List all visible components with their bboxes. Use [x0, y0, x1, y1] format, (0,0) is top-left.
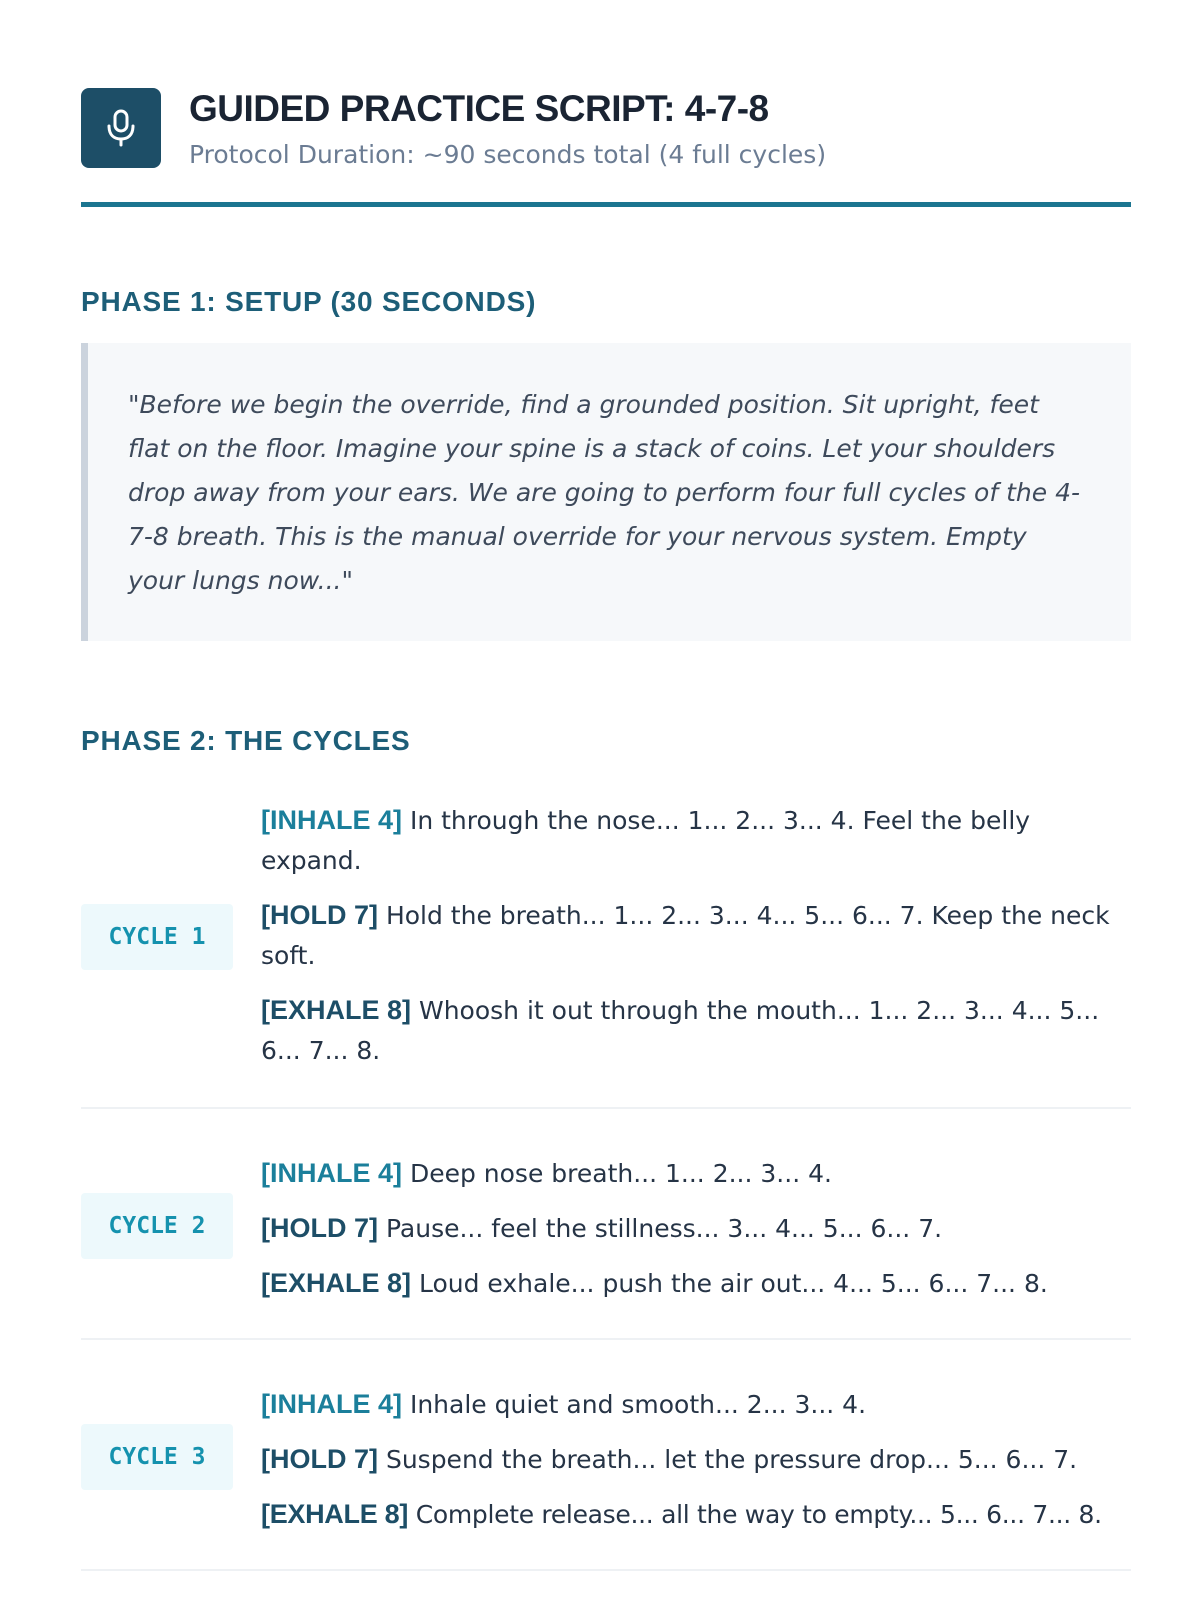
inhale-tag: [INHALE 4] [261, 1158, 402, 1188]
hold-text: Hold the breath... 1... 2... 3... 4... 5... 6... 7. Keep the neck soft. [261, 901, 1110, 970]
phase-1-heading: PHASE 1: SETUP (30 SECONDS) [81, 286, 537, 317]
page-title: GUIDED PRACTICE SCRIPT: 4-7-8 [189, 88, 769, 129]
cycle-1 [81, 800, 1131, 1080]
cycle-3 [81, 1384, 1131, 1544]
exhale-text: Loud exhale... push the air out... 4... 5... 6... 7... 8. [418, 1269, 1048, 1298]
inhale-step [261, 1153, 1121, 1194]
inhale-text: Deep nose breath... 1... 2... 3... 4. [409, 1159, 832, 1188]
exhale-text: Complete release... all the way to empty... 5... 6... 7... 8. [415, 1500, 1102, 1529]
cycle-divider [81, 1107, 1131, 1109]
cycle-steps [261, 1384, 1141, 1549]
exhale-step [261, 1263, 1121, 1304]
setup-quote-box [81, 343, 1131, 641]
inhale-tag: [INHALE 4] [261, 1389, 402, 1419]
hold-tag: [HOLD 7] [261, 1444, 378, 1474]
inhale-tag: [INHALE 4] [261, 805, 402, 835]
exhale-tag: [EXHALE 8] [261, 1499, 409, 1529]
page-header [81, 88, 1131, 208]
cycle-badge: CYCLE 3 [81, 1424, 233, 1490]
inhale-step [261, 1384, 1141, 1425]
cycle-badge: CYCLE 2 [81, 1193, 233, 1259]
hold-text: Pause... feel the stillness... 3... 4... 5... 6... 7. [385, 1214, 943, 1243]
inhale-step [261, 800, 1121, 881]
setup-quote-text: "Before we begin the override, find a grounded position. Sit upright, feet flat on the floor. Imagine your spine is a stack of coins. Let your shoulders drop away from your ears. We are going to perform four full cycles of the 4-7-8 breath. This is the manual override for your nervous system. Empty your lungs now..." [128, 390, 1080, 595]
hold-text: Suspend the breath... let the pressure drop... 5... 6... 7. [385, 1445, 1078, 1474]
cycle-divider [81, 1338, 1131, 1340]
cycle-steps [261, 1153, 1121, 1318]
exhale-step [261, 1494, 1141, 1535]
inhale-text: Inhale quiet and smooth... 2... 3... 4. [409, 1390, 867, 1419]
hold-step [261, 1439, 1141, 1480]
phase-2-heading: PHASE 2: THE CYCLES [81, 725, 411, 756]
cycle-divider [81, 1569, 1131, 1571]
hold-step [261, 1208, 1121, 1249]
inhale-text: In through the nose... 1... 2... 3... 4. Feel the belly expand. [261, 806, 1031, 875]
hold-tag: [HOLD 7] [261, 900, 378, 930]
hold-step [261, 895, 1121, 976]
exhale-step [261, 990, 1121, 1071]
cycle-2 [81, 1153, 1131, 1313]
cycle-steps [261, 800, 1121, 1085]
cycle-badge: CYCLE 1 [81, 904, 233, 970]
exhale-text: Whoosh it out through the mouth... 1... 2... 3... 4... 5... 6... 7... 8. [261, 996, 1100, 1065]
exhale-tag: [EXHALE 8] [261, 995, 412, 1025]
exhale-tag: [EXHALE 8] [261, 1268, 412, 1298]
hold-tag: [HOLD 7] [261, 1213, 378, 1243]
protocol-duration: Protocol Duration: ~90 seconds total (4 full cycles) [189, 140, 827, 169]
microphone-icon [81, 88, 161, 168]
header-divider [81, 202, 1131, 207]
